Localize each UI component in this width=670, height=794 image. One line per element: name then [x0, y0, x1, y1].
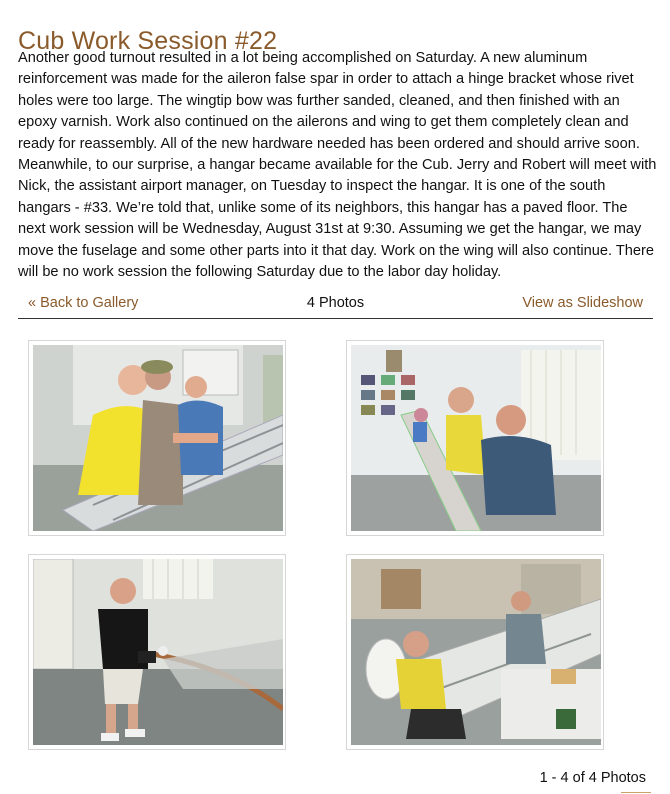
photo-thumbnail[interactable]	[346, 340, 604, 536]
photo-image	[33, 345, 283, 531]
photo-count: 4 Photos	[306, 295, 365, 311]
pagination-status: 1 - 4 of 4 Photos	[539, 770, 646, 786]
photo-thumbnail[interactable]	[28, 340, 286, 536]
photo-thumbnail[interactable]	[28, 554, 286, 750]
photo-thumbnail[interactable]	[346, 554, 604, 750]
view-slideshow-link[interactable]: View as Slideshow	[522, 295, 643, 311]
gallery-nav-bar	[18, 292, 653, 319]
photo-image	[351, 559, 601, 745]
photo-image	[351, 345, 601, 531]
back-to-gallery-link[interactable]: « Back to Gallery	[28, 295, 139, 311]
page-title: Cub Work Session #22	[18, 26, 278, 55]
pagination-underline	[621, 792, 651, 793]
photo-image	[33, 559, 283, 745]
session-description: Another good turnout resulted in a lot being accomplished on Saturday. A new aluminum reinforcement was made for the aileron false spar in order to attach a hinge bracket whose rivet holes were too large. The wingtip bow was further sanded, cleaned, and then finished with an epoxy varnish. Work also continued on the ailerons and wing to get them completely clean and ready for reassembly. All of the new hardware needed has been ordered and should arrive soon. Meanwhile, to our surprise, a hangar became available for the Cub. Jerry and Robert will meet with Nick, the assistant airport manager, on Tuesday to inspect the hangar. It is one of the south hangars - #33. We’re told that, unlike some of its neighbors, this hangar has a paved floor. The next work session will be Wednesday, August 31st at 9:30. Assuming we get the hangar, we may move the fuselage and some other parts into it that day. Work on the wing will also continue. There will be no work session the following Saturday due to the labor day holiday.	[18, 50, 657, 281]
